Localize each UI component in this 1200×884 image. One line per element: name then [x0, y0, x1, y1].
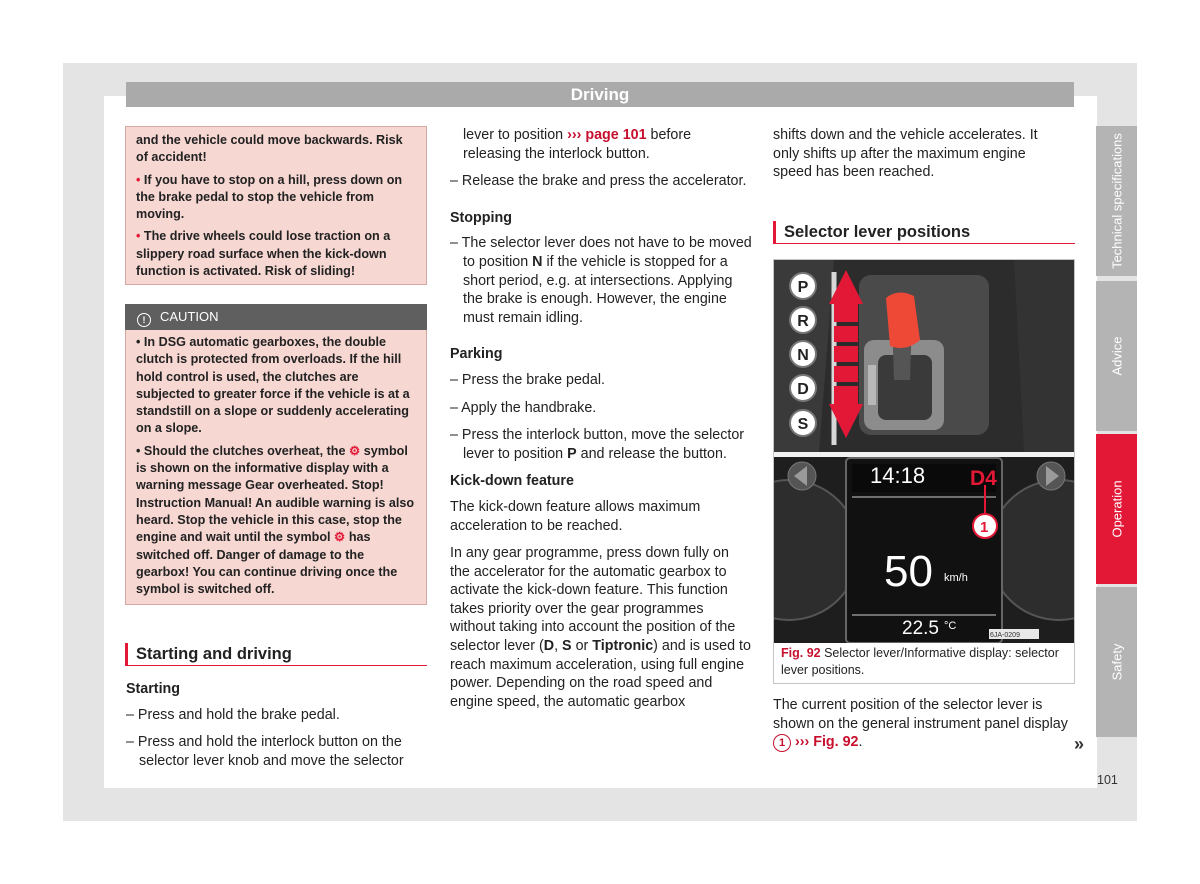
figure-caption [781, 645, 1066, 679]
shift-text: shifts down and the vehicle accelerates. It only shifts up after the maximum engine speed has been reached. [773, 127, 1038, 181]
subheading-kickdown: Kick-down feature [450, 473, 574, 490]
separator: , [554, 638, 563, 655]
speed-unit: km/h [944, 572, 968, 584]
caution-text-2c: has switched off. Danger of damage to the gearbox! You can continue driving once the symbol is switched off. [136, 530, 398, 597]
caution-header [125, 304, 427, 330]
gearbox-overheat-icon: ⚙ [348, 443, 361, 458]
selector-position-text [773, 696, 1073, 752]
step-text: – Press and hold the brake pedal. [126, 706, 340, 723]
sidebar-tab-operation[interactable] [1096, 434, 1137, 584]
parking-text-a: – Press the interlock button, move the selector lever to position [450, 427, 745, 462]
sentence-end: . [858, 734, 863, 751]
selector-position-text-a: The current position of the selector lever is shown on the general instrument panel display [773, 697, 1068, 732]
step-continued [450, 126, 752, 163]
section-title-starting-driving: Starting and driving [125, 643, 427, 666]
clock-time: 14:18 [870, 463, 926, 488]
tiptronic-label: Tiptronic [592, 638, 654, 655]
page-header: Driving [126, 82, 1074, 107]
bullet-icon: • [136, 172, 141, 187]
sidebar-tab-technical-specifications[interactable] [1096, 126, 1137, 276]
figure-label: Fig. 92 [781, 646, 821, 660]
stopping-text-b: if the vehicle is stopped for a short period, e.g. at intersections. Applying the brake is enough. However, the engine must remain idling. [463, 253, 733, 326]
continue-icon: » [1074, 734, 1085, 754]
sidebar-tab-advice[interactable] [1096, 281, 1137, 431]
subheading-starting: Starting [126, 681, 181, 697]
warning-text-1: and the vehicle could move backwards. Risk of accident! [136, 133, 403, 165]
subheading-parking: Parking [450, 346, 503, 363]
caution-text-1: • In DSG automatic gearboxes, the double clutch is protected from overloads. If the hill hold control is used, the clutches are subjected to greater force if the vehicle is at a standstill on a slope or suddenly accelerating on a slope. [136, 335, 410, 436]
temperature-unit: °C [944, 620, 957, 632]
caution-text-2b: symbol is shown on the informative display with a warning message Gear overheated. Stop! Instruction Manual! An audible warning is also heard. Stop the vehicle in this case, stop the engine and wait until the symbol [136, 443, 415, 545]
kickdown-text-1: The kick-down feature allows maximum acceleration to be reached. [450, 498, 701, 534]
gear-letter: P [797, 279, 809, 296]
caution-text-1-body: In DSG automatic gearboxes, the double clutch is protected from overloads. If the hill hold control is used, the clutches are subjected to greater force if the vehicle is at a standstill on a slope or suddenly accelerating on a slope. [136, 335, 410, 436]
caution-text-2a: Should the clutches overheat, the [143, 443, 349, 458]
caution-box [125, 330, 427, 605]
column-3-body [773, 696, 1073, 752]
figure-92 [773, 259, 1075, 684]
figure-reference-link[interactable]: ››› Fig. 92 [791, 734, 859, 751]
position-s: S [562, 638, 572, 655]
warning-box [125, 126, 427, 285]
speed-readout: 50 [884, 547, 933, 596]
warning-text-2-body: If you have to stop on a hill, press down on the brake pedal to stop the vehicle from moving. [136, 172, 403, 222]
stopping-text-a: – The selector lever does not have to be moved to position [450, 235, 752, 270]
column-1-body [126, 680, 428, 779]
bullet-icon: • [136, 229, 141, 244]
gear-letter: N [797, 347, 809, 364]
gearbox-overheat-icon: ⚙ [334, 530, 346, 545]
column-3-intro [773, 126, 1063, 182]
position-d: D [543, 638, 555, 655]
position-p: P [567, 445, 577, 462]
step-text [450, 234, 752, 327]
kickdown-text-2 [450, 544, 752, 711]
kickdown-text-2a: In any gear programme, press down fully on the accelerator for the automatic gearbox to activate the kick-down feature. This function takes priority over the gear programmes without taking into account the position of the selector lever ( [450, 545, 736, 655]
caution-title: CAUTION [160, 309, 219, 324]
sidebar-tab-label: Advice [1109, 336, 1124, 376]
sidebar-tab-label: Operation [1109, 480, 1124, 538]
step-text: – Apply the handbrake. [450, 399, 597, 416]
sidebar-tab-safety[interactable] [1096, 587, 1137, 737]
position-n: N [532, 253, 543, 270]
info-icon: ! [137, 313, 151, 327]
gear-letter: D [797, 381, 809, 398]
sidebar-tab-label: Safety [1109, 643, 1124, 681]
figure-code: 6JA-0209 [990, 632, 1020, 639]
temperature-readout: 22.5 [902, 618, 939, 639]
step-text: – Press and hold the interlock button on the selector lever knob and move the selector [126, 734, 404, 769]
warning-text-2 [136, 172, 416, 224]
step-text: – Press the brake pedal. [450, 371, 605, 388]
sidebar-tab-label: Technical specifications [1109, 133, 1124, 269]
warning-text-3 [136, 228, 416, 280]
step-continued-b: before releasing the interlock button. [463, 127, 692, 162]
warning-text-3-body: The drive wheels could lose traction on a slippery road surface when the kick-down function is activated. Risk of sliding! [136, 229, 391, 279]
caution-text-2: • Should the clutches overheat, the ⚙ symbol is shown on the informative display with a warning message Gear overheated. Stop! Instruction Manual! An audible warning is also heard. Stop the vehicle in this case, stop the engine and wait until the symbol ⚙ has switched off. Danger of damage to the gearbox! You can continue driving once the symbol is switched off. [136, 443, 415, 597]
kickdown-text-2b: ) and is used to reach maximum acceleration, using full engine power. Depending on the road speed and engine speed, the automatic gearbox [450, 638, 751, 710]
callout-1-icon: 1 [773, 734, 791, 752]
callout-number: 1 [980, 519, 989, 536]
section-title-selector-positions: Selector lever positions [773, 221, 1075, 244]
step-continued-a: lever to position [463, 127, 568, 143]
gear-arrows [829, 270, 863, 438]
page-reference-link[interactable]: ››› page 101 [567, 127, 647, 143]
figure-caption-text: Selector lever/Informative display: selector lever positions. [781, 646, 1059, 677]
gear-letter: R [797, 313, 809, 330]
step-text [450, 426, 752, 463]
gear-letter: S [797, 416, 809, 433]
page-number: 101 [1097, 773, 1118, 787]
gear-indicator: D4 [970, 467, 997, 490]
parking-text-b: and release the button. [576, 445, 727, 462]
selector-lever-figure [774, 260, 1074, 643]
column-2-body [450, 126, 752, 711]
subheading-stopping: Stopping [450, 209, 512, 226]
separator: or [571, 638, 593, 655]
step-text: – Release the brake and press the accelerator. [450, 173, 747, 190]
